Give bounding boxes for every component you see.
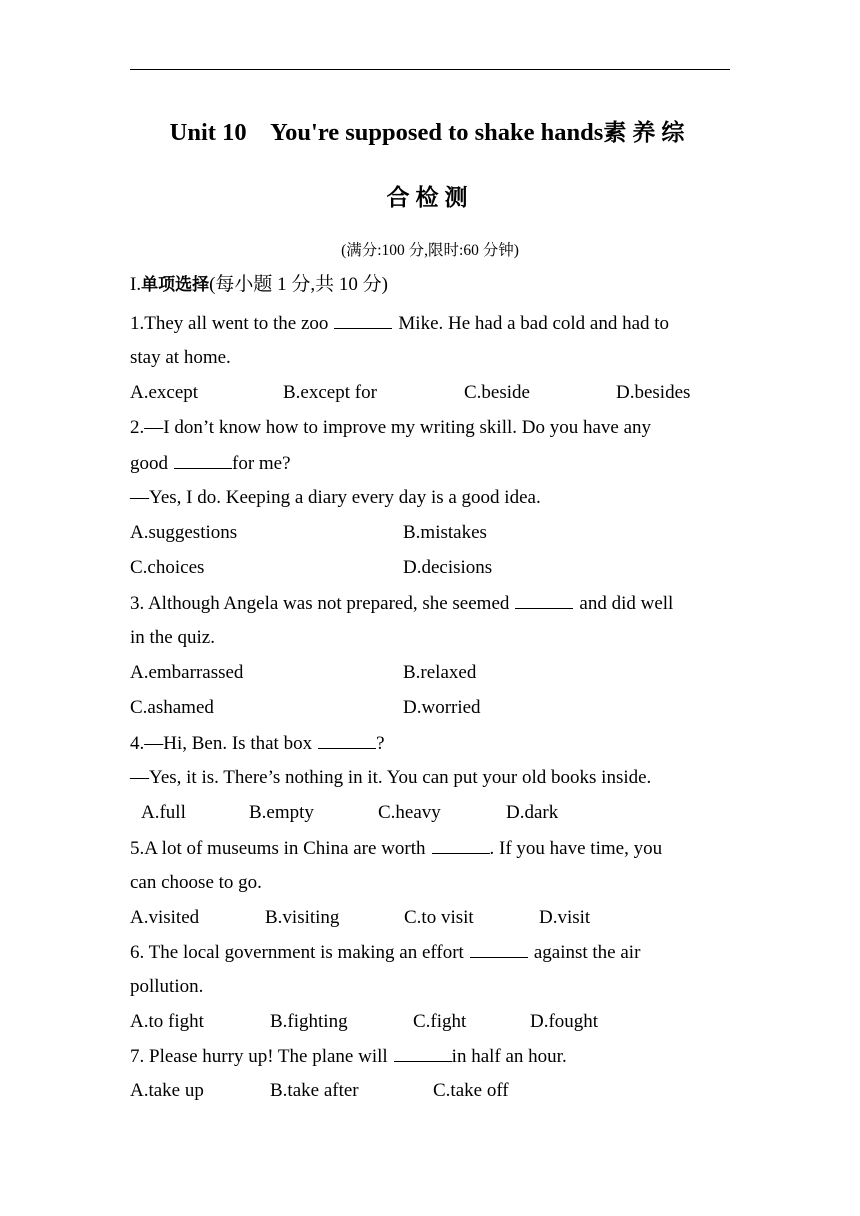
q7-option-b: B.take after (270, 1080, 359, 1101)
q3-option-d: D.worried (403, 697, 481, 718)
question-5-line-1 (130, 837, 662, 860)
title-cjk-part-1: 素养综 (603, 120, 691, 146)
section-heading (130, 274, 388, 296)
question-text: in half an hour. (451, 1046, 567, 1067)
title-english: Unit 10 You're supposed to shake hands (169, 119, 604, 146)
q5-option-c: C.to visit (404, 907, 474, 928)
q2-option-d: D.decisions (403, 557, 493, 578)
q1-option-d: D.besides (616, 382, 691, 403)
question-7-line-1 (130, 1045, 567, 1068)
section-numeral: I. (130, 274, 142, 295)
question-6-line-1 (130, 941, 640, 964)
question-text: 7. Please hurry up! The plane will (130, 1046, 388, 1067)
q4-option-b: B.empty (249, 802, 314, 823)
answer-blank (470, 941, 528, 958)
q7-option-c: C.take off (433, 1080, 509, 1101)
header-rule (130, 69, 730, 70)
q6-option-b: B.fighting (270, 1011, 348, 1032)
question-4-line-2: —Yes, it is. There’s nothing in it. You can put your old books inside. (130, 767, 652, 788)
question-text: 3. Although Angela was not prepared, she seemed (130, 593, 510, 614)
section-note: (每小题 1 分,共 10 分) (209, 274, 388, 295)
question-5-line-2: can choose to go. (130, 872, 262, 893)
title-cjk-part-2: 合检测 (386, 185, 474, 211)
answer-blank (432, 837, 490, 854)
q4-option-c: C.heavy (378, 802, 441, 823)
q6-option-c: C.fight (413, 1011, 467, 1032)
page-title-line-1 (130, 114, 730, 147)
answer-blank (394, 1045, 452, 1062)
question-2-line-1: 2.—I don’t know how to improve my writing skill. Do you have any (130, 417, 652, 438)
q3-option-a: A.embarrassed (130, 662, 244, 683)
question-text: 6. The local government is making an effort (130, 942, 464, 963)
answer-blank (334, 312, 392, 329)
question-text: good (130, 453, 168, 474)
question-text: for me? (232, 453, 291, 474)
question-text: 5.A lot of museums in China are worth (130, 838, 426, 859)
question-2-line-3: —Yes, I do. Keeping a diary every day is a good idea. (130, 487, 541, 508)
exam-info: (满分:100 分,限时:60 分钟) (341, 242, 519, 259)
q1-option-c: C.beside (464, 382, 530, 403)
question-6-line-2: pollution. (130, 976, 204, 997)
q2-option-b: B.mistakes (403, 522, 487, 543)
question-text: against the air (533, 942, 641, 963)
answer-blank (174, 452, 232, 469)
question-3-line-1 (130, 592, 673, 615)
answer-blank (318, 732, 376, 749)
question-1-line-1 (130, 312, 669, 335)
q1-option-b: B.except for (283, 382, 377, 403)
question-text: Mike. He had a bad cold and had to (398, 313, 670, 334)
q2-option-a: A.suggestions (130, 522, 238, 543)
q6-option-a: A.to fight (130, 1011, 204, 1032)
question-3-line-2: in the quiz. (130, 627, 215, 648)
question-text: . If you have time, you (489, 838, 663, 859)
q4-option-d: D.dark (506, 802, 559, 823)
q5-option-b: B.visiting (265, 907, 340, 928)
question-4-line-1 (130, 732, 385, 755)
question-text: ? (376, 733, 385, 754)
q3-option-b: B.relaxed (403, 662, 477, 683)
q5-option-d: D.visit (539, 907, 591, 928)
q3-option-c: C.ashamed (130, 697, 214, 718)
q5-option-a: A.visited (130, 907, 200, 928)
question-2-line-2 (130, 452, 291, 475)
q7-option-a: A.take up (130, 1080, 204, 1101)
q4-option-a: A.full (141, 802, 186, 823)
answer-blank (515, 592, 573, 609)
question-text: 1.They all went to the zoo (130, 313, 329, 334)
q2-option-c: C.choices (130, 557, 205, 578)
q1-option-a: A.except (130, 382, 199, 403)
question-1-line-2: stay at home. (130, 347, 231, 368)
question-text: 4.—Hi, Ben. Is that box (130, 733, 313, 754)
q6-option-d: D.fought (530, 1011, 599, 1032)
section-name: 单项选择 (141, 275, 210, 295)
question-text: and did well (579, 593, 674, 614)
page-title-line-2 (130, 179, 730, 212)
